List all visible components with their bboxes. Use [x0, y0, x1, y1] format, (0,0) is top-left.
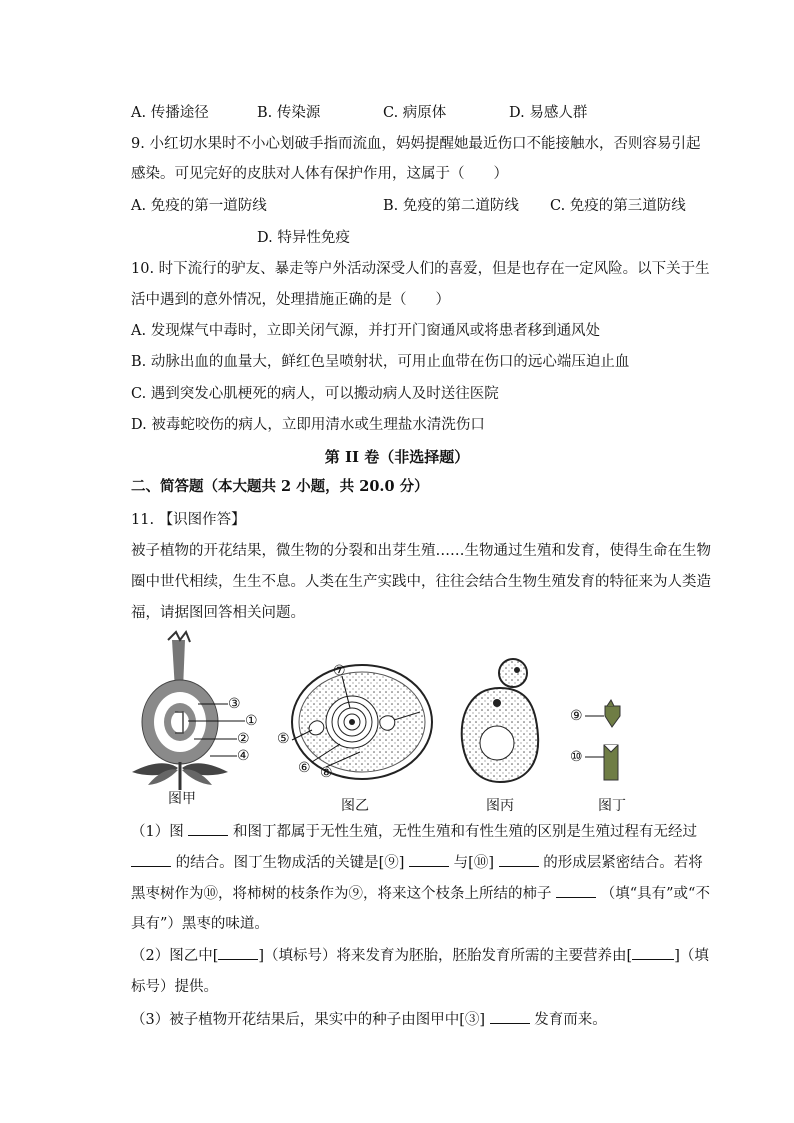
figure-bing-yeast [462, 659, 538, 782]
q8-option-d: D. 易感人群 [509, 105, 588, 121]
q9-option-d: D. 特异性免疫 [257, 230, 350, 246]
figure-ding-grafting [585, 700, 620, 780]
jia-label-4: ④ [237, 748, 250, 764]
caption-ding: 图丁 [598, 798, 626, 814]
answer-blank-stock[interactable] [499, 852, 539, 867]
jia-label-3: ③ [228, 696, 241, 712]
q8-option-c: C. 病原体 [383, 105, 447, 121]
q9-option-b: B. 免疫的第二道防线 [383, 198, 519, 214]
sub1-text-e: 的形成层紧密结合。若将 [543, 855, 703, 871]
q10-option-d: D. 被毒蛇咬伤的病人，立即用清水或生理盐水清洗伤口 [131, 417, 485, 433]
q10-option-c: C. 遇到突发心肌梗死的病人，可以搬动病人及时送往医院 [131, 386, 499, 402]
sub1-text-b: 和图丁都属于无性生殖，无性生殖和有性生殖的区别是生殖过程有无经过 [232, 824, 697, 840]
caption-yi: 图乙 [341, 798, 369, 814]
sub1-text-c: 的结合。图丁生物成活的关键是[⑨] [175, 855, 405, 871]
yi-label-5: ⑤ [277, 731, 290, 747]
sub1-text-d: 与[⑩] [453, 855, 494, 871]
sub1-text-a: （1）图 [131, 824, 184, 840]
part2-heading: 二、简答题（本大题共 2 小题，共 20.0 分） [131, 478, 429, 495]
answer-blank-nutrient-part[interactable] [632, 945, 674, 960]
yi-label-8: ⑧ [320, 765, 333, 781]
q9-option-a: A. 免疫的第一道防线 [131, 198, 267, 214]
q11-intro-line1: 被子植物的开花结果，微生物的分裂和出芽生殖……生物通过生殖和发育，使得生命在生物 [131, 543, 711, 559]
q11-header: 11. 【识图作答】 [131, 512, 246, 528]
q11-intro-line3: 福，请据图回答相关问题。 [131, 605, 305, 621]
sub1-text-g: （填“具有”或“不 [600, 886, 710, 902]
sub3-text-a: （3）被子植物开花结果后，果实中的种子由图甲中[③] [131, 1012, 486, 1028]
caption-jia: 图甲 [168, 791, 196, 807]
q9-stem-line2: 感染。可见完好的皮肤对人体有保护作用，这属于（ ） [131, 166, 508, 182]
answer-blank-scion[interactable] [409, 852, 449, 867]
q10-option-a: A. 发现煤气中毒时，立即关闭气源，并打开门窗通风或将患者移到通风处 [131, 323, 601, 339]
ding-label-9: ⑨ [570, 708, 583, 724]
yi-label-6: ⑥ [298, 760, 311, 776]
sub2-line2: 标号）提供。 [131, 979, 218, 995]
yi-label-7: ⑦ [333, 663, 346, 679]
sub1-line1 [131, 821, 697, 842]
sub2-text-b: ]（填标号）将来发育为胚胎，胚胎发育所需的主要营养由[ [258, 948, 633, 964]
q10-stem-line2: 活中遇到的意外情况，处理措施正确的是（ ） [131, 292, 450, 308]
sub1-line3 [131, 883, 710, 904]
sub3-text-b: 发育而来。 [534, 1012, 607, 1028]
ding-label-10: ⑩ [570, 749, 583, 765]
section-title: 第 II 卷（非选择题） [324, 448, 470, 466]
sub1-line2 [131, 852, 703, 873]
q10-stem-line1: 10. 时下流行的驴友、暴走等户外活动深受人们的喜爱，但是也存在一定风险。以下关于生 [131, 261, 710, 277]
sub2-text-c: ]（填 [674, 948, 709, 964]
q8-option-a: A. 传播途径 [131, 105, 209, 121]
answer-blank-figure[interactable] [188, 821, 228, 836]
q9-option-c: C. 免疫的第三道防线 [550, 198, 686, 214]
q10-option-b: B. 动脉出血的血量大，鲜红色呈喷射状，可用止血带在伤口的远心端压迫止血 [131, 354, 630, 370]
jia-label-2: ② [237, 731, 250, 747]
caption-bing: 图丙 [486, 798, 514, 814]
sub1-line4: 具有”）黑枣的味道。 [131, 916, 269, 932]
sub2-line1 [131, 945, 709, 966]
sub1-text-f: 黑枣树作为⑩，将柿树的枝条作为⑨，将来这个枝条上所结的柿子 [131, 886, 552, 902]
answer-blank-ovule[interactable] [490, 1009, 530, 1024]
figure-yi-egg [292, 665, 432, 779]
answer-blank-embryo-part[interactable] [218, 945, 258, 960]
answer-blank-fertilization[interactable] [131, 852, 171, 867]
sub2-text-a: （2）图乙中[ [131, 948, 219, 964]
answer-blank-taste[interactable] [556, 883, 596, 898]
sub3-line1 [131, 1009, 607, 1030]
q8-option-b: B. 传染源 [257, 105, 321, 121]
q11-intro-line2: 圈中世代相续，生生不息。人类在生产实践中，往往会结合生物生殖发育的特征来为人类造 [131, 574, 711, 590]
q9-stem-line1: 9. 小红切水果时不小心划破手指而流血，妈妈提醒她最近伤口不能接触水，否则容易引起 [131, 136, 701, 152]
jia-label-1: ① [245, 713, 258, 729]
